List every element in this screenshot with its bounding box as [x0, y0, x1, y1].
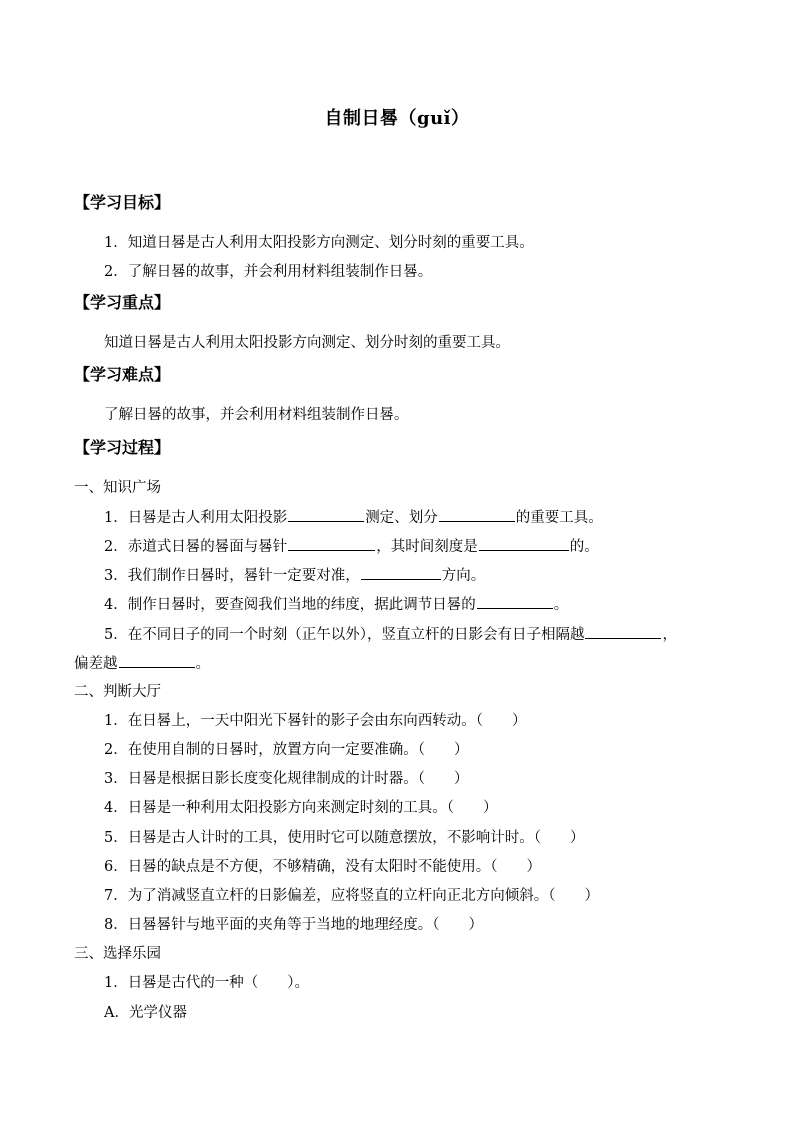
- difficulty-text: 了解日晷的故事，并会利用材料组装制作日晷。: [104, 407, 409, 423]
- goal-item-2: 2．了解日晷的故事，并会利用材料组装制作日晷。: [104, 264, 433, 280]
- part2-title: 二、判断大厅: [74, 684, 161, 700]
- difficulty-heading: 【学习难点】: [74, 365, 171, 384]
- judge-item-8: 8．日晷晷针与地平面的夹角等于当地的地理经度。（ ）: [104, 917, 483, 933]
- answer-blank[interactable]: [361, 565, 441, 580]
- judge-item-1: 1．在日晷上，一天中阳光下晷针的影子会由东向西转动。（ ）: [104, 713, 527, 729]
- fill-question-1: 1．日晷是古人利用太阳投影 测定、划分 的重要工具。: [104, 507, 603, 528]
- key-text: 知道日晷是古人利用太阳投影方向测定、划分时刻的重要工具。: [104, 335, 510, 351]
- judge-item-3: 3．日晷是根据日影长度变化规律制成的计时器。（ ）: [104, 771, 469, 787]
- choice-option-a: A．光学仪器: [104, 1005, 187, 1021]
- answer-blank[interactable]: [479, 536, 569, 551]
- answer-blank[interactable]: [119, 653, 195, 668]
- judge-item-4: 4．日晷是一种利用太阳投影方向来测定时刻的工具。（ ）: [104, 800, 498, 816]
- part3-title: 三、选择乐园: [74, 946, 161, 962]
- judge-item-2: 2．在使用自制的日晷时，放置方向一定要准确。（ ）: [104, 742, 469, 758]
- part1-title: 一、知识广场: [74, 480, 161, 496]
- judge-item-5: 5．日晷是古人计时的工具，使用时它可以随意摆放，不影响计时。（ ）: [104, 830, 585, 846]
- fill-question-5: 5．在不同日子的同一个时刻（正午以外），竖直立杆的日影会有日子相隔越 ，: [104, 624, 677, 645]
- answer-blank[interactable]: [477, 594, 553, 609]
- answer-blank[interactable]: [288, 536, 375, 551]
- process-heading: 【学习过程】: [74, 438, 171, 457]
- judge-item-7: 7．为了消减竖直立杆的日影偏差，应将竖直的立杆向正北方向倾斜。（ ）: [104, 888, 599, 904]
- answer-blank[interactable]: [439, 507, 515, 522]
- fill-question-4: 4．制作日晷时，要查阅我们当地的纬度，据此调节日晷的 。: [104, 594, 568, 615]
- goals-heading: 【学习目标】: [74, 193, 171, 212]
- fill-question-3: 3．我们制作日晷时，晷针一定要对准， 方向。: [104, 565, 485, 586]
- goal-item-1: 1．知道日晷是古人利用太阳投影方向测定、划分时刻的重要工具。: [104, 235, 534, 251]
- answer-blank[interactable]: [288, 507, 364, 522]
- judge-item-6: 6．日晷的缺点是不方便，不够精确，没有太阳时不能使用。（ ）: [104, 859, 541, 875]
- fill-question-5-continued: 偏差越 。: [74, 653, 210, 674]
- page-title: 自制日晷（guǐ）: [324, 108, 470, 129]
- key-heading: 【学习重点】: [74, 293, 171, 312]
- fill-question-2: 2．赤道式日晷的晷面与晷针 ，其时间刻度是 的。: [104, 536, 599, 557]
- choice-question-1: 1．日晷是古代的一种（ ）。: [104, 975, 309, 991]
- answer-blank[interactable]: [585, 624, 661, 639]
